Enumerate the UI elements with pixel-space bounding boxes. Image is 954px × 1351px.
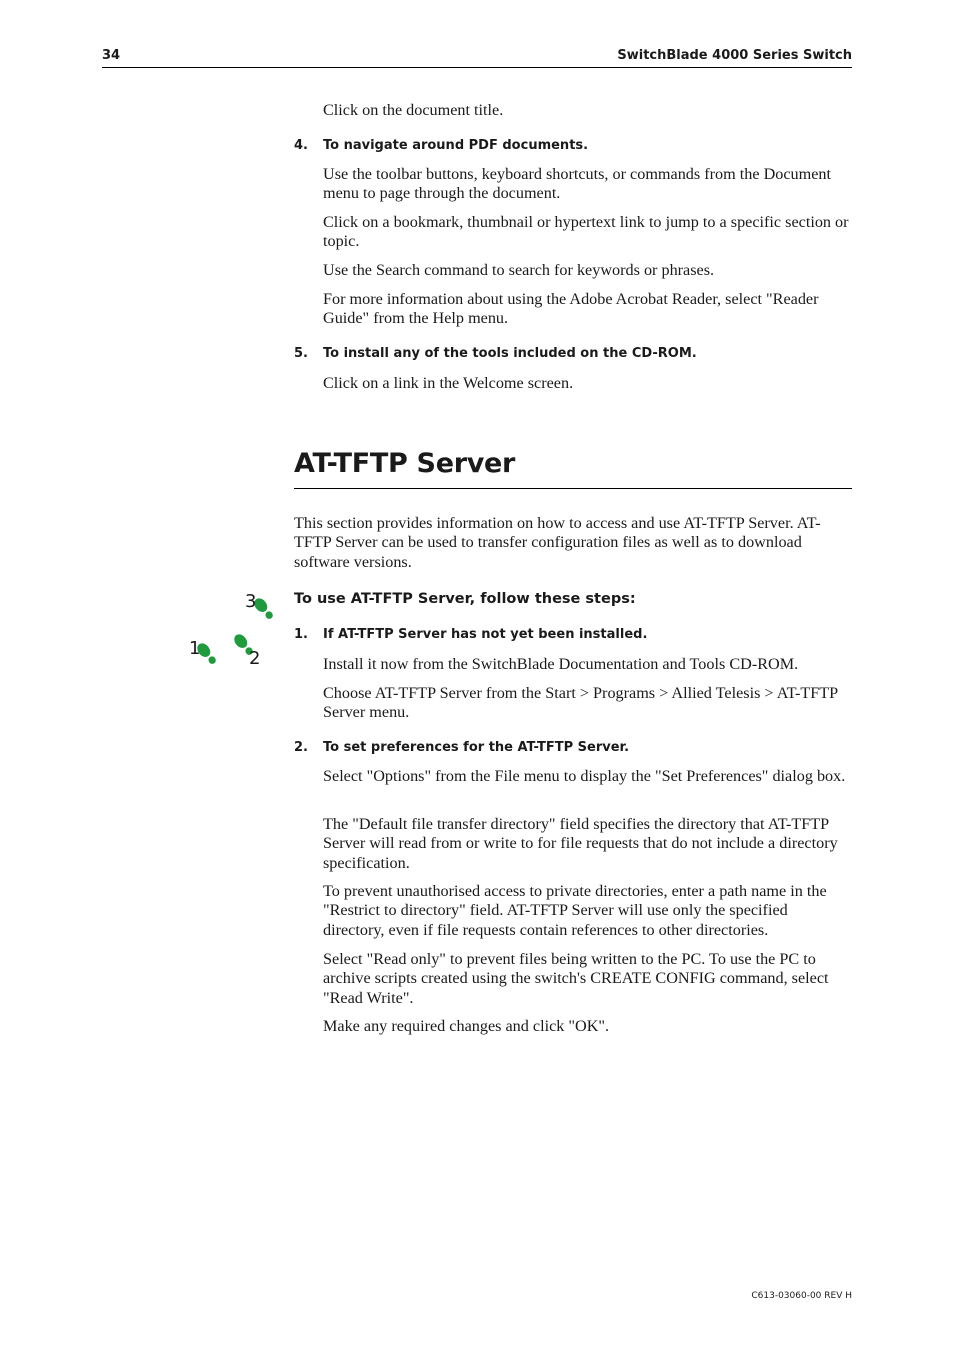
body-paragraph: Install it now from the SwitchBlade Documentation and Tools CD-ROM. <box>323 655 799 673</box>
body-paragraph: The "Default file transfer directory" field specifies the directory that AT-TFTP Server will read from or write to for file requests that do not include a directory specification. <box>323 815 838 872</box>
step-title: To navigate around PDF documents. <box>323 138 589 153</box>
header-rule <box>102 67 852 68</box>
body-paragraph: For more information about using the Adobe Acrobat Reader, select "Reader Guide" from the Help menu. <box>323 290 819 328</box>
page-number: 34 <box>102 48 121 63</box>
intro-paragraph: Click on the document title. <box>323 101 504 119</box>
section-rule <box>294 488 852 489</box>
body-paragraph: Click on a link in the Welcome screen. <box>323 374 574 392</box>
section-intro: This section provides information on how to access and use AT-TFTP Server. AT-TFTP Server can be used to transfer configuration files as well as to download software versions. <box>294 514 821 571</box>
step-heading-preferences <box>294 740 629 755</box>
step-title: If AT-TFTP Server has not yet been installed. <box>323 627 648 642</box>
body-paragraph: Select "Options" from the File menu to display the "Set Preferences" dialog box. <box>323 767 846 785</box>
body-paragraph: Make any required changes and click "OK". <box>323 1017 610 1035</box>
body-paragraph: Use the Search command to search for keywords or phrases. <box>323 261 715 279</box>
step-number: 4. <box>294 138 308 153</box>
step-heading-install-server <box>294 627 647 642</box>
footstep-digit: 1 <box>189 638 201 659</box>
footsteps-icon <box>186 588 276 672</box>
procedure-heading: To use AT-TFTP Server, follow these steps: <box>294 591 636 607</box>
body-paragraph: Choose AT-TFTP Server from the Start > Programs > Allied Telesis > AT-TFTP Server menu. <box>323 684 838 722</box>
footstep-digit: 3 <box>245 591 257 612</box>
body-paragraph: Select "Read only" to prevent files being written to the PC. To use the PC to archive scripts created using the switch's CREATE CONFIG command, select "Read Write". <box>323 950 829 1007</box>
body-paragraph: To prevent unauthorised access to private directories, enter a path name in the "Restrict to directory" field. AT-TFTP Server will use only the specified directory, even if file requests contain references to other directories. <box>323 882 827 939</box>
step-number: 1. <box>294 627 308 642</box>
step-title: To install any of the tools included on the CD-ROM. <box>323 346 697 361</box>
step-heading-navigate <box>294 138 588 153</box>
step-number: 2. <box>294 740 308 755</box>
body-paragraph: Click on a bookmark, thumbnail or hypertext link to jump to a specific section or topic. <box>323 213 849 251</box>
running-header-title: SwitchBlade 4000 Series Switch <box>617 48 852 63</box>
step-number: 5. <box>294 346 308 361</box>
step-heading-install-tools <box>294 346 697 361</box>
footstep-digit: 2 <box>249 648 261 669</box>
document-code: C613-03060-00 REV H <box>751 1291 852 1301</box>
section-heading: AT-TFTP Server <box>294 448 516 479</box>
step-title: To set preferences for the AT-TFTP Server. <box>323 740 630 755</box>
body-paragraph: Use the toolbar buttons, keyboard shortcuts, or commands from the Document menu to page through the document. <box>323 165 832 203</box>
